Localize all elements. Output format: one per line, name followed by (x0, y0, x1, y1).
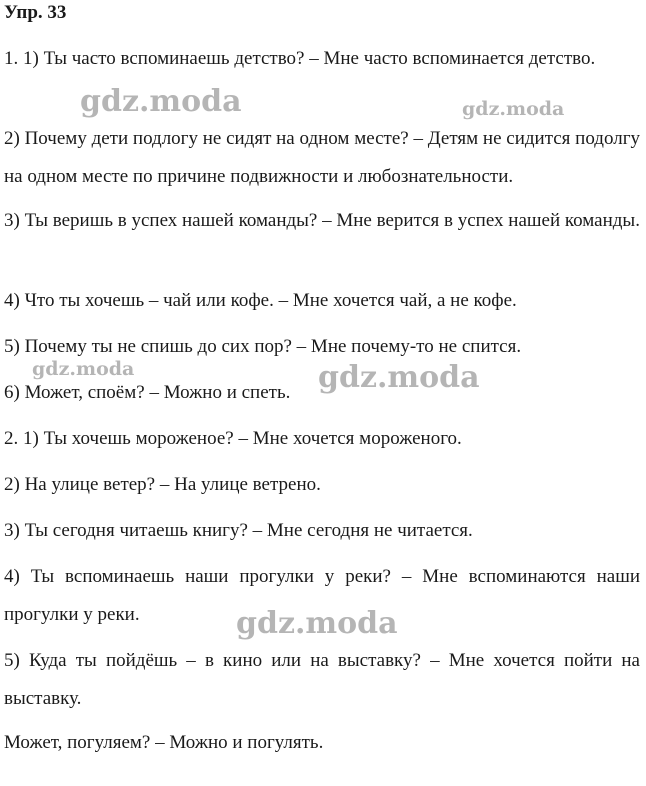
watermark: gdz.moda (80, 84, 242, 119)
answer-1-5: 5) Почему ты не спишь до сих пор? – Мне почему-то не спится. (4, 336, 522, 357)
exercise-title: Упр. 33 (4, 2, 67, 23)
answer-2-3: 3) Ты сегодня читаешь книгу? – Мне сегодня не читается. (4, 520, 473, 541)
answer-1-6: 6) Может, споём? – Можно и спеть. (4, 382, 291, 403)
answer-2-4: 4) Ты вспоминаешь наши прогулки у реки? – Мне вспоминаются наши прогулки у реки. (4, 566, 640, 625)
watermark: gdz.moda (236, 606, 398, 641)
answer-1-4: 4) Что ты хочешь – чай или кофе. – Мне хочется чай, а не кофе. (4, 290, 517, 311)
watermark: gdz.moda (32, 358, 135, 380)
watermark: gdz.moda (318, 360, 480, 395)
watermark: gdz.moda (462, 98, 565, 120)
answer-2-5: 5) Куда ты пойдёшь – в кино или на выставку? – Мне хочется пойти на выставку. (4, 650, 640, 709)
answer-2-6: Может, погуляем? – Можно и погулять. (4, 732, 324, 753)
answer-1-1: 1. 1) Ты часто вспоминаешь детство? – Мне часто вспоминается детство. (4, 48, 596, 69)
answer-1-2: 2) Почему дети подлогу не сидят на одном месте? – Детям не сидится подолгу на одном месте по причине подвижности и любознательности. (4, 128, 640, 187)
answer-2-2: 2) На улице ветер? – На улице ветрено. (4, 474, 321, 495)
answer-1-3: 3) Ты веришь в успех нашей команды? – Мне верится в успех нашей команды. (4, 210, 640, 231)
answer-2-1: 2. 1) Ты хочешь мороженое? – Мне хочется мороженого. (4, 428, 462, 449)
